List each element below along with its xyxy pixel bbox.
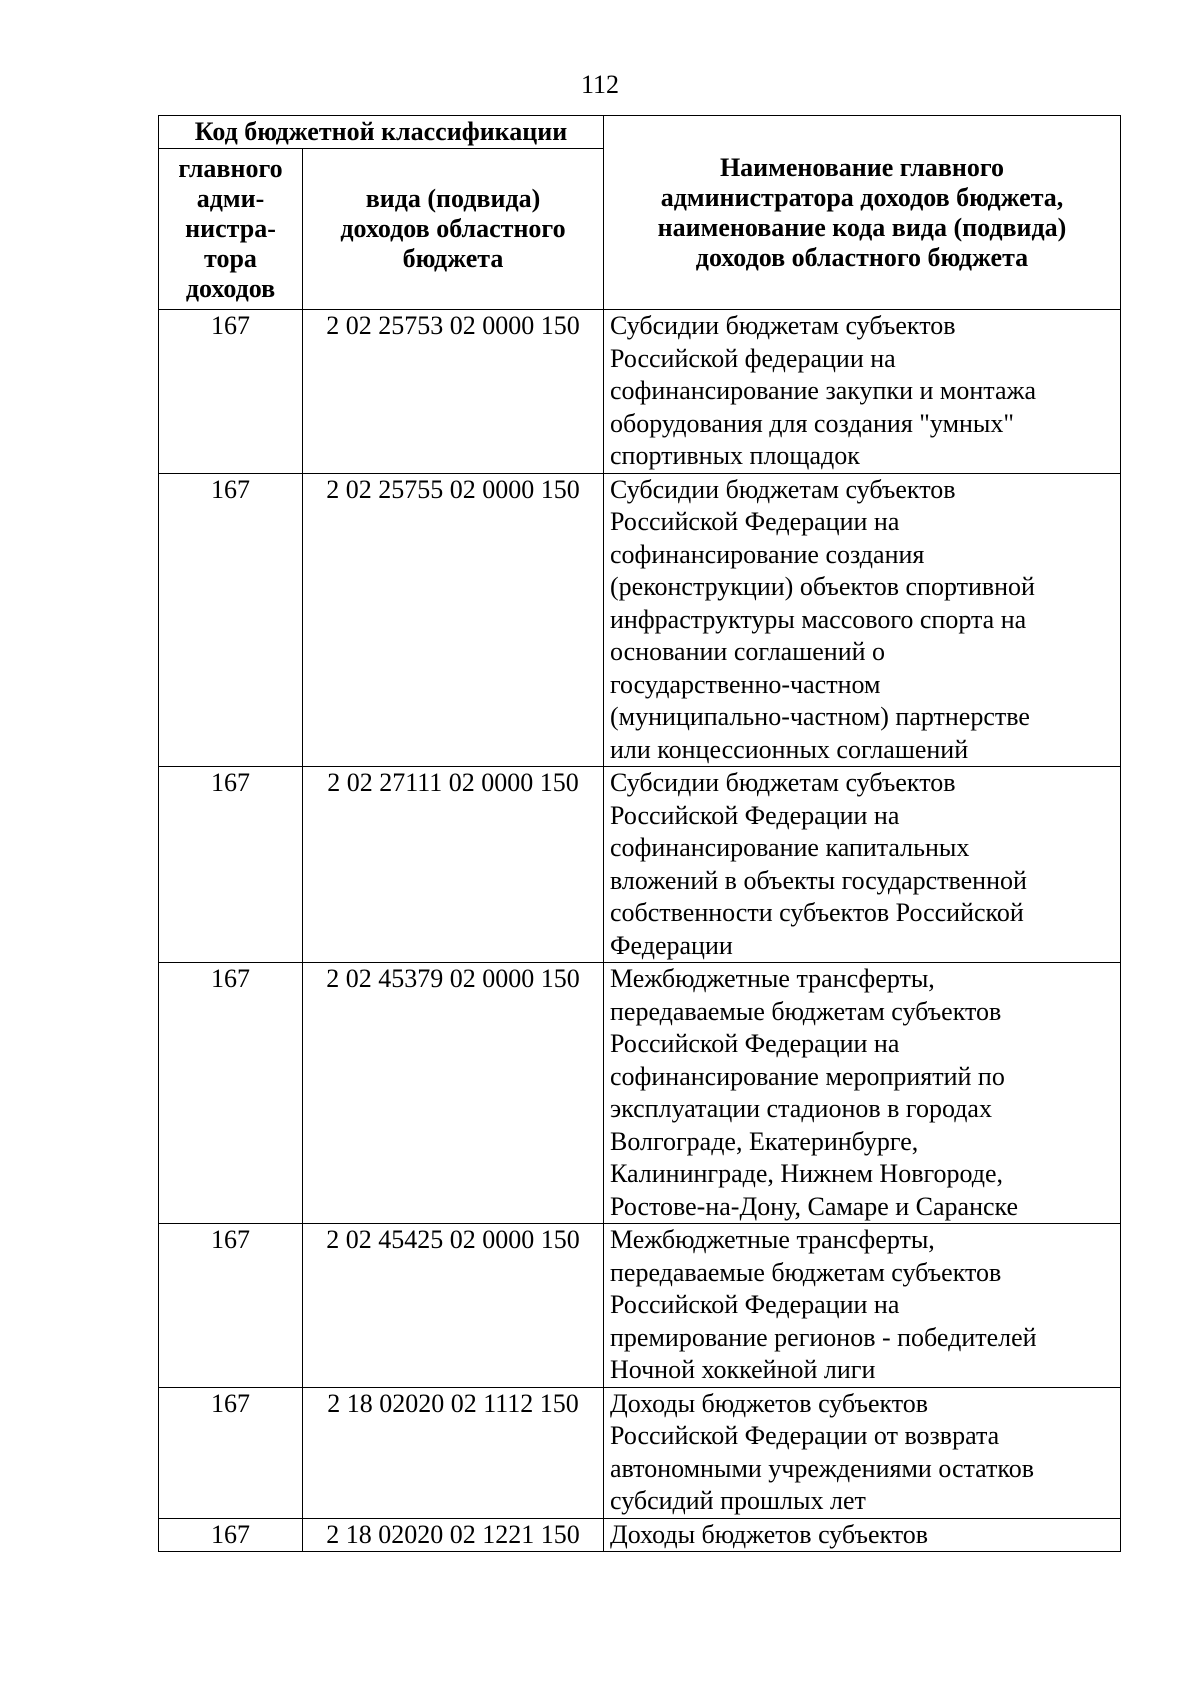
admin-code-cell: 167 [159,473,303,767]
admin-code-cell: 167 [159,1518,303,1552]
table-row [159,1387,1121,1518]
table-row [159,963,1121,1224]
header-admin-text: главного адми- нистра- тора доходов [178,154,283,303]
income-code-cell: 2 18 02020 02 1112 150 [303,1387,604,1518]
income-name-cell [604,963,1121,1224]
header-budget-classification-code: Код бюджетной классификации [159,116,604,149]
income-name-text: Субсидии бюджетам субъектов Российской Федерации на софинансирование создания (реконструкции) объектов спортивной инфраструктуры массового спорта на основании соглашений о государственно-частном (муниципально-частном) партнерстве или концессионных соглашений [610,474,1035,764]
table-row [159,310,1121,474]
table-row [159,767,1121,963]
page-number: 112 [580,70,620,99]
income-name-cell [604,767,1121,963]
income-code-cell: 2 02 45379 02 0000 150 [303,963,604,1224]
admin-code-cell: 167 [159,310,303,474]
table-header-row-1 [159,116,1121,149]
income-name-cell [604,1387,1121,1518]
income-name-text: Доходы бюджетов субъектов Российской Федерации от возврата автономными учреждениями остатков субсидий прошлых лет [610,1388,1034,1515]
income-name-cell [604,473,1121,767]
header-name-text: Наименование главного администратора доходов бюджета, наименование кода вида (подвида) доходов областного бюджета [657,152,1067,272]
income-name-text: Субсидии бюджетам субъектов Российской федерации на софинансирование закупки и монтажа оборудования для создания "умных" спортивных площадок [610,311,1037,470]
table-row [159,473,1121,767]
budget-classification-table [158,115,1121,1552]
admin-code-cell: 167 [159,963,303,1224]
income-name-text: Межбюджетные трансферты, передаваемые бюджетам субъектов Российской Федерации на софинансирование мероприятий по эксплуатации стадионов в городах Волгограде, Екатеринбурге, Калининграде, Нижнем Новгороде, Ростове-на-Дону, Самаре и Саранске [610,964,1019,1221]
income-name-text: Субсидии бюджетам субъектов Российской Федерации на софинансирование капитальных вложений в объекты государственной собственности субъектов Российской Федерации [610,768,1027,960]
table-row [159,1224,1121,1388]
header-code-text: вида (подвида) доходов областного бюджета [340,184,566,273]
income-name-text: Доходы бюджетов субъектов [610,1519,929,1549]
income-name-cell [604,1518,1121,1552]
income-code-cell: 2 02 27111 02 0000 150 [303,767,604,963]
income-name-cell [604,310,1121,474]
income-code-cell: 2 18 02020 02 1221 150 [303,1518,604,1552]
table-row [159,1518,1121,1552]
income-name-cell [604,1224,1121,1388]
header-admin [159,149,303,310]
income-code-cell: 2 02 25755 02 0000 150 [303,473,604,767]
income-code-cell: 2 02 45425 02 0000 150 [303,1224,604,1388]
income-name-text: Межбюджетные трансферты, передаваемые бюджетам субъектов Российской Федерации на премирование регионов - победителей Ночной хоккейной лиги [610,1225,1037,1384]
income-code-cell: 2 02 25753 02 0000 150 [303,310,604,474]
admin-code-cell: 167 [159,1224,303,1388]
admin-code-cell: 167 [159,1387,303,1518]
admin-code-cell: 167 [159,767,303,963]
header-code [303,149,604,310]
header-name [604,116,1121,310]
